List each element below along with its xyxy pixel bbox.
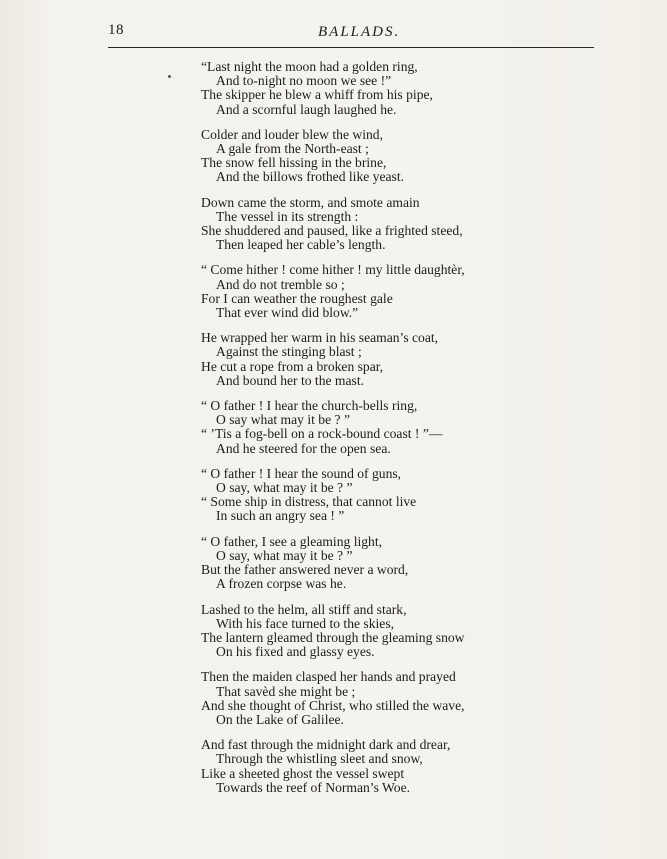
stanza xyxy=(201,603,601,660)
poem-line: And to-night no moon we see !” xyxy=(216,73,392,89)
poem-line: A gale from the North-east ; xyxy=(216,141,369,157)
poem-line: And she thought of Christ, who stilled the wave, xyxy=(201,697,465,713)
stanza xyxy=(201,399,601,456)
poem-line: And bound her to the mast. xyxy=(216,372,364,388)
poem-line: “ ’Tis a fog-bell on a rock-bound coast ! ”— xyxy=(201,426,443,442)
poem-line: Then the maiden clasped her hands and prayed xyxy=(201,669,456,685)
page-header xyxy=(0,22,667,46)
poem-line: And a scornful laugh laughed he. xyxy=(216,101,397,117)
poem-line: With his face turned to the skies, xyxy=(216,615,395,631)
poem-line: And the billows frothed like yeast. xyxy=(216,169,405,185)
poem-line: O say, what may it be ? ” xyxy=(216,547,353,563)
stanza xyxy=(201,331,601,388)
poem-line: He cut a rope from a broken spar, xyxy=(201,358,384,374)
poem-line: On the Lake of Galilee. xyxy=(216,711,344,727)
page-number: 18 xyxy=(108,22,124,38)
poem-line: Like a sheeted ghost the vessel swept xyxy=(201,765,405,781)
stanza xyxy=(201,670,601,727)
stanza xyxy=(201,263,601,320)
poem-line: Colder and louder blew the wind, xyxy=(201,126,383,142)
poem-line: On his fixed and glassy eyes. xyxy=(216,644,375,660)
poem-line: “Last night the moon had a golden ring, xyxy=(201,59,418,74)
poem-line: “ O father, I see a gleaming light, xyxy=(201,533,383,549)
poem-line: The skipper he blew a whiff from his pipe, xyxy=(201,87,433,103)
poem-line: For I can weather the roughest gale xyxy=(201,290,393,306)
stanza xyxy=(201,128,601,185)
poem-line: O say what may it be ? ” xyxy=(216,412,351,428)
stanza xyxy=(201,738,601,795)
stanza xyxy=(201,196,601,253)
poem-line: The vessel in its strength : xyxy=(216,208,359,224)
poem-line: Through the whistling sleet and snow, xyxy=(216,751,423,767)
poem-line: The snow fell hissing in the brine, xyxy=(201,155,387,171)
poem-line: In such an angry sea ! ” xyxy=(216,508,345,524)
ink-speck xyxy=(168,75,171,78)
poem-line: “ O father ! I hear the church-bells ring, xyxy=(201,398,418,414)
poem-line: And he steered for the open sea. xyxy=(216,440,391,456)
poem-line: “ Some ship in distress, that cannot live xyxy=(201,494,417,510)
poem-line: Lashed to the helm, all stiff and stark, xyxy=(201,601,407,617)
poem-line: Then leaped her cable’s length. xyxy=(216,237,386,253)
poem-line: But the father answered never a word, xyxy=(201,562,409,578)
poem-line: Down came the storm, and smote amain xyxy=(201,194,420,210)
poem-line: A frozen corpse was he. xyxy=(216,576,347,592)
stanza xyxy=(201,535,601,592)
poem-line: And do not tremble so ; xyxy=(216,276,345,292)
running-title: BALLADS. xyxy=(318,24,401,40)
stanza xyxy=(201,60,601,117)
poem-line: He wrapped her warm in his seaman’s coat, xyxy=(201,330,439,346)
header-rule xyxy=(108,47,594,48)
poem-line: That ever wind did blow.” xyxy=(216,305,359,321)
poem-line: She shuddered and paused, like a frighted steed, xyxy=(201,223,463,239)
poem-line: Against the stinging blast ; xyxy=(216,344,362,360)
poem-body xyxy=(201,60,601,806)
stanza xyxy=(201,467,601,524)
poem-line: Towards the reef of Norman’s Woe. xyxy=(216,779,410,795)
poem-line: “ O father ! I hear the sound of guns, xyxy=(201,465,402,481)
poem-line: “ Come hither ! come hither ! my little daughtèr, xyxy=(201,262,465,278)
poem-line: And fast through the midnight dark and drear, xyxy=(201,737,451,753)
poem-line: The lantern gleamed through the gleaming snow xyxy=(201,629,465,645)
poem-line: That savèd she might be ; xyxy=(216,683,356,699)
poem-line: O say, what may it be ? ” xyxy=(216,480,353,496)
